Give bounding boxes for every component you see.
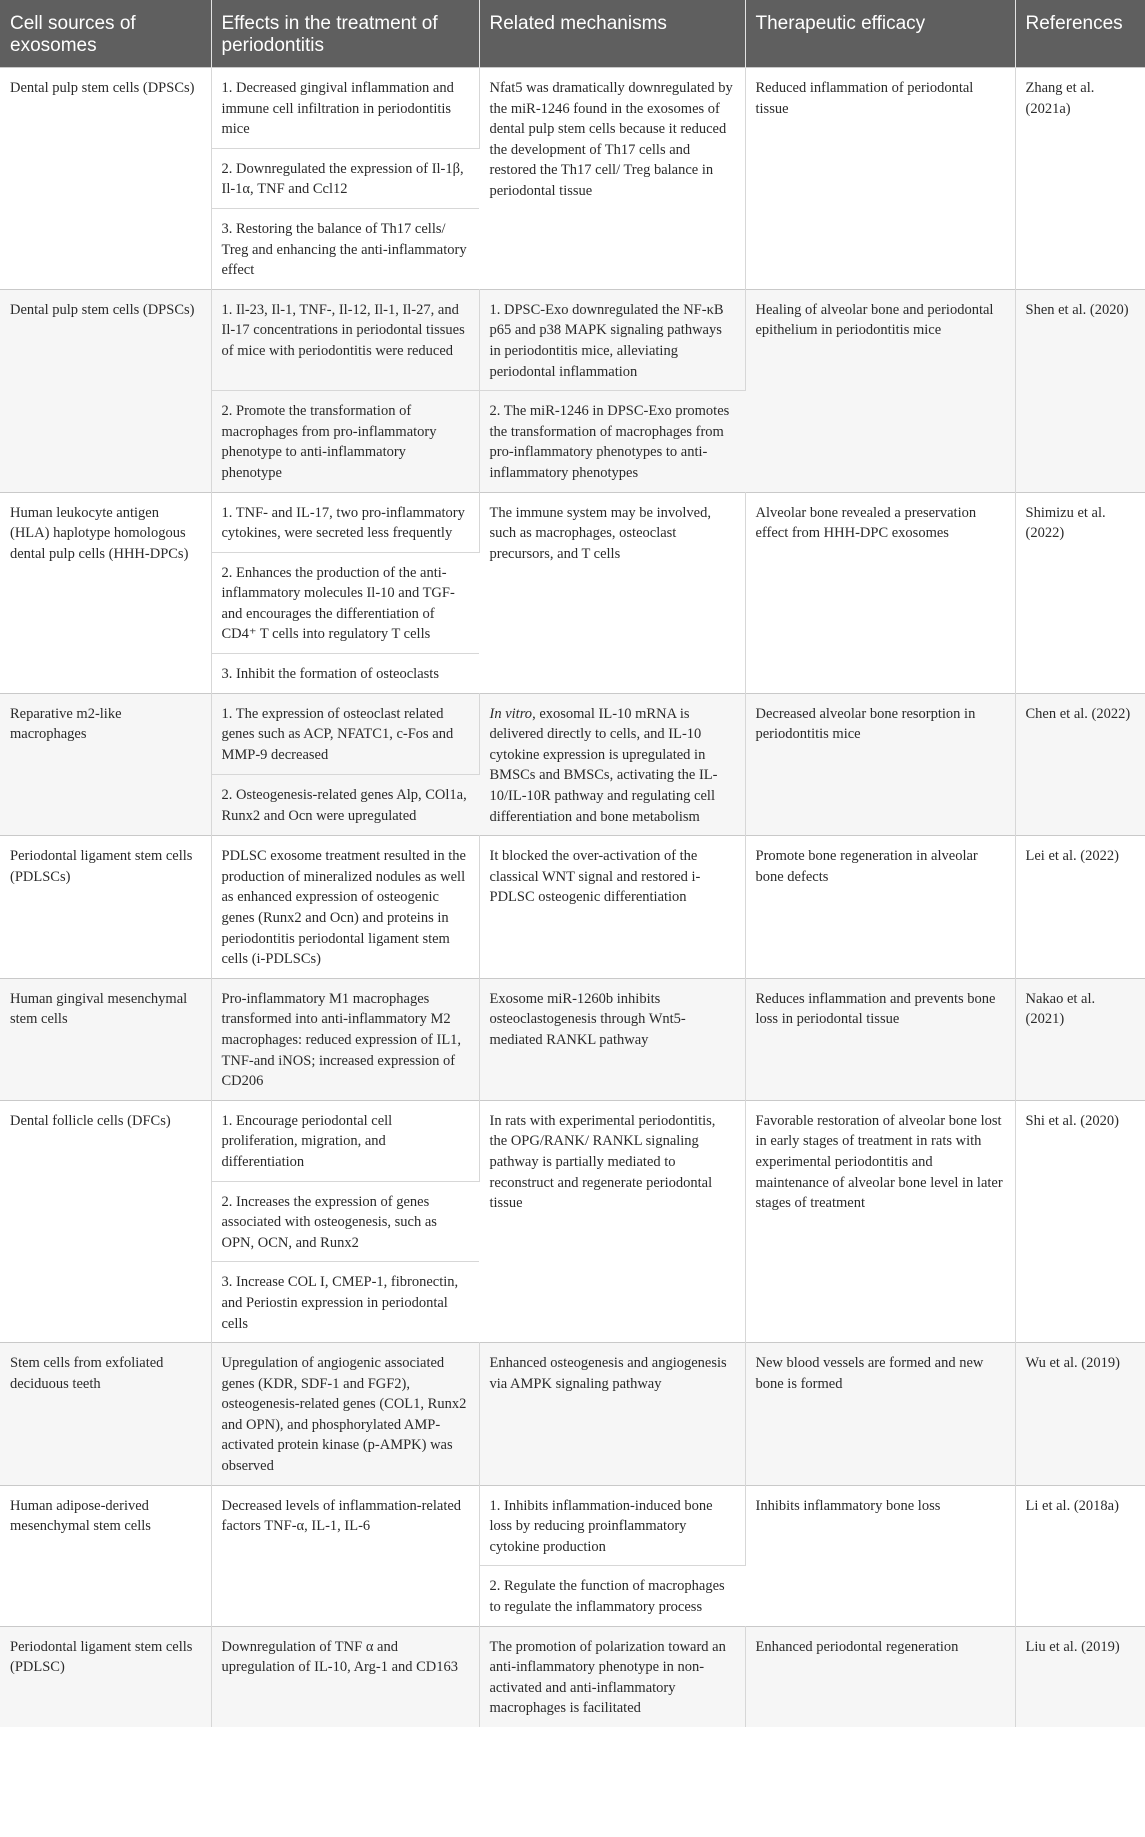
table-row <box>0 1343 1145 1486</box>
cell-effect: 2. Enhances the production of the anti-inflammatory molecules Il-10 and TGF- and encourages the differentiation of CD4⁺ T cells into regulatory T cells <box>211 552 479 653</box>
cell-mechanism: Enhanced osteogenesis and angiogenesis via AMPK signaling pathway <box>479 1343 745 1486</box>
cell-mechanism <box>479 693 745 836</box>
cell-source: Stem cells from exfoliated deciduous teeth <box>0 1343 211 1486</box>
cell-source: Reparative m2-like macrophages <box>0 693 211 836</box>
cell-effect: 1. Encourage periodontal cell proliferation, migration, and differentiation <box>211 1100 479 1181</box>
cell-reference: Wu et al. (2019) <box>1015 1343 1145 1486</box>
cell-efficacy: New blood vessels are formed and new bone is formed <box>745 1343 1015 1486</box>
header-effects: Effects in the treatment of periodontitis <box>211 0 479 68</box>
table-row <box>0 1485 1145 1566</box>
cell-effect: PDLSC exosome treatment resulted in the production of mineralized nodules as well as enhanced expression of osteogenic genes (Runx2 and Ocn) and proteins in periodontitis periodontal ligament stem cells (i-PDLSCs) <box>211 836 479 979</box>
cell-effect: 2. Osteogenesis-related genes Alp, COl1a, Runx2 and Ocn were upregulated <box>211 775 479 836</box>
cell-efficacy: Decreased alveolar bone resorption in periodontitis mice <box>745 693 1015 836</box>
table-row <box>0 1100 1145 1181</box>
cell-source: Periodontal ligament stem cells (PDLSC) <box>0 1626 211 1727</box>
cell-reference: Shen et al. (2020) <box>1015 289 1145 492</box>
cell-mechanism: 2. The miR-1246 in DPSC-Exo promotes the transformation of macrophages from pro-inflammatory phenotypes to anti-inflammatory phenotypes <box>479 391 745 492</box>
cell-effect: 1. The expression of osteoclast related genes such as ACP, NFATC1, c-Fos and MMP-9 decreased <box>211 693 479 775</box>
cell-effect: 3. Inhibit the formation of osteoclasts <box>211 654 479 694</box>
cell-effect: 2. Increases the expression of genes associated with osteogenesis, such as OPN, OCN, and Runx2 <box>211 1181 479 1262</box>
cell-efficacy: Healing of alveolar bone and periodontal epithelium in periodontitis mice <box>745 289 1015 492</box>
cell-effect: 2. Downregulated the expression of Il-1β, Il-1α, TNF and Ccl12 <box>211 148 479 208</box>
table-row <box>0 1626 1145 1727</box>
table-row <box>0 978 1145 1100</box>
cell-reference: Chen et al. (2022) <box>1015 693 1145 836</box>
cell-effect: 2. Promote the transformation of macrophages from pro-inflammatory phenotype to anti-inflammatory phenotype <box>211 391 479 492</box>
cell-effect: 1. Decreased gingival inflammation and immune cell infiltration in periodontitis mice <box>211 68 479 149</box>
cell-reference: Shi et al. (2020) <box>1015 1100 1145 1342</box>
cell-efficacy: Favorable restoration of alveolar bone lost in early stages of treatment in rats with experimental periodontitis and maintenance of alveolar bone level in later stages of treatment <box>745 1100 1015 1342</box>
mechanism-text: , exosomal IL-10 mRNA is delivered directly to cells, and IL-10 cytokine expression is upregulated in BMSCs and BMSCs, activating the IL-10/IL-10R pathway and regulating cell differentiation and bone metabolism <box>489 705 718 825</box>
cell-mechanism: The promotion of polarization toward an anti-inflammatory phenotype in non-activated and anti-inflammatory macrophages is facilitated <box>479 1626 745 1727</box>
cell-mechanism: In rats with experimental periodontitis, the OPG/RANK/ RANKL signaling pathway is partially mediated to reconstruct and regenerate periodontal tissue <box>479 1100 745 1342</box>
cell-effect: Downregulation of TNF α and upregulation of IL-10, Arg-1 and CD163 <box>211 1626 479 1727</box>
cell-source: Human leukocyte antigen (HLA) haplotype homologous dental pulp cells (HHH-DPCs) <box>0 492 211 693</box>
cell-effect: Pro-inflammatory M1 macrophages transformed into anti-inflammatory M2 macrophages: reduced expression of IL1, TNF-and iNOS; increased expression of CD206 <box>211 978 479 1100</box>
header-row <box>0 0 1145 68</box>
table-row <box>0 836 1145 979</box>
cell-effect: 3. Increase COL I, CMEP-1, fibronectin, and Periostin expression in periodontal cells <box>211 1262 479 1343</box>
cell-source: Human adipose-derived mesenchymal stem cells <box>0 1485 211 1626</box>
cell-mechanism: The immune system may be involved, such as macrophages, osteoclast precursors, and T cells <box>479 492 745 693</box>
table-row <box>0 693 1145 775</box>
cell-reference: Zhang et al. (2021a) <box>1015 68 1145 290</box>
cell-source: Dental pulp stem cells (DPSCs) <box>0 289 211 492</box>
cell-effect: 1. TNF- and IL-17, two pro-inflammatory cytokines, were secreted less frequently <box>211 492 479 552</box>
cell-reference: Lei et al. (2022) <box>1015 836 1145 979</box>
cell-source: Dental pulp stem cells (DPSCs) <box>0 68 211 290</box>
cell-effect: 1. Il-23, Il-1, TNF-, Il-12, Il-1, Il-27, and Il-17 concentrations in periodontal tissues of mice with periodontitis were reduced <box>211 289 479 390</box>
cell-source: Dental follicle cells (DFCs) <box>0 1100 211 1342</box>
header-cell-sources: Cell sources of exosomes <box>0 0 211 68</box>
table-row <box>0 289 1145 390</box>
cell-effect: 3. Restoring the balance of Th17 cells/ Treg and enhancing the anti-inflammatory effect <box>211 208 479 289</box>
cell-mechanism: It blocked the over-activation of the classical WNT signal and restored i-PDLSC osteogenic differentiation <box>479 836 745 979</box>
cell-efficacy: Enhanced periodontal regeneration <box>745 1626 1015 1727</box>
cell-effect: Decreased levels of inflammation-related factors TNF-α, IL-1, IL-6 <box>211 1485 479 1626</box>
header-efficacy: Therapeutic efficacy <box>745 0 1015 68</box>
cell-efficacy: Alveolar bone revealed a preservation effect from HHH-DPC exosomes <box>745 492 1015 693</box>
header-mechanisms: Related mechanisms <box>479 0 745 68</box>
cell-effect: Upregulation of angiogenic associated genes (KDR, SDF-1 and FGF2), osteogenesis-related genes (COL1, Runx2 and OPN), and phosphorylated AMP-activated protein kinase (p-AMPK) was observed <box>211 1343 479 1486</box>
cell-efficacy: Promote bone regeneration in alveolar bone defects <box>745 836 1015 979</box>
cell-reference: Shimizu et al. (2022) <box>1015 492 1145 693</box>
cell-mechanism: Exosome miR-1260b inhibits osteoclastogenesis through Wnt5-mediated RANKL pathway <box>479 978 745 1100</box>
cell-mechanism: 2. Regulate the function of macrophages to regulate the inflammatory process <box>479 1566 745 1626</box>
italic-in-vitro: In vitro <box>489 705 533 722</box>
cell-mechanism: 1. Inhibits inflammation-induced bone loss by reducing proinflammatory cytokine production <box>479 1485 745 1566</box>
table-row <box>0 68 1145 149</box>
table-body <box>0 68 1145 1728</box>
cell-mechanism: 1. DPSC-Exo downregulated the NF-κB p65 and p38 MAPK signaling pathways in periodontitis mice, alleviating periodontal inflammation <box>479 289 745 390</box>
table-row <box>0 492 1145 552</box>
cell-reference: Liu et al. (2019) <box>1015 1626 1145 1727</box>
table-header <box>0 0 1145 68</box>
header-references: References <box>1015 0 1145 68</box>
cell-reference: Nakao et al. (2021) <box>1015 978 1145 1100</box>
cell-efficacy: Inhibits inflammatory bone loss <box>745 1485 1015 1626</box>
cell-efficacy: Reduces inflammation and prevents bone loss in periodontal tissue <box>745 978 1015 1100</box>
cell-reference: Li et al. (2018a) <box>1015 1485 1145 1626</box>
cell-source: Human gingival mesenchymal stem cells <box>0 978 211 1100</box>
cell-efficacy: Reduced inflammation of periodontal tissue <box>745 68 1015 290</box>
cell-mechanism: Nfat5 was dramatically downregulated by the miR-1246 found in the exosomes of dental pulp stem cells because it reduced the development of Th17 cells and restored the Th17 cell/ Treg balance in periodontal tissue <box>479 68 745 290</box>
cell-source: Periodontal ligament stem cells (PDLSCs) <box>0 836 211 979</box>
